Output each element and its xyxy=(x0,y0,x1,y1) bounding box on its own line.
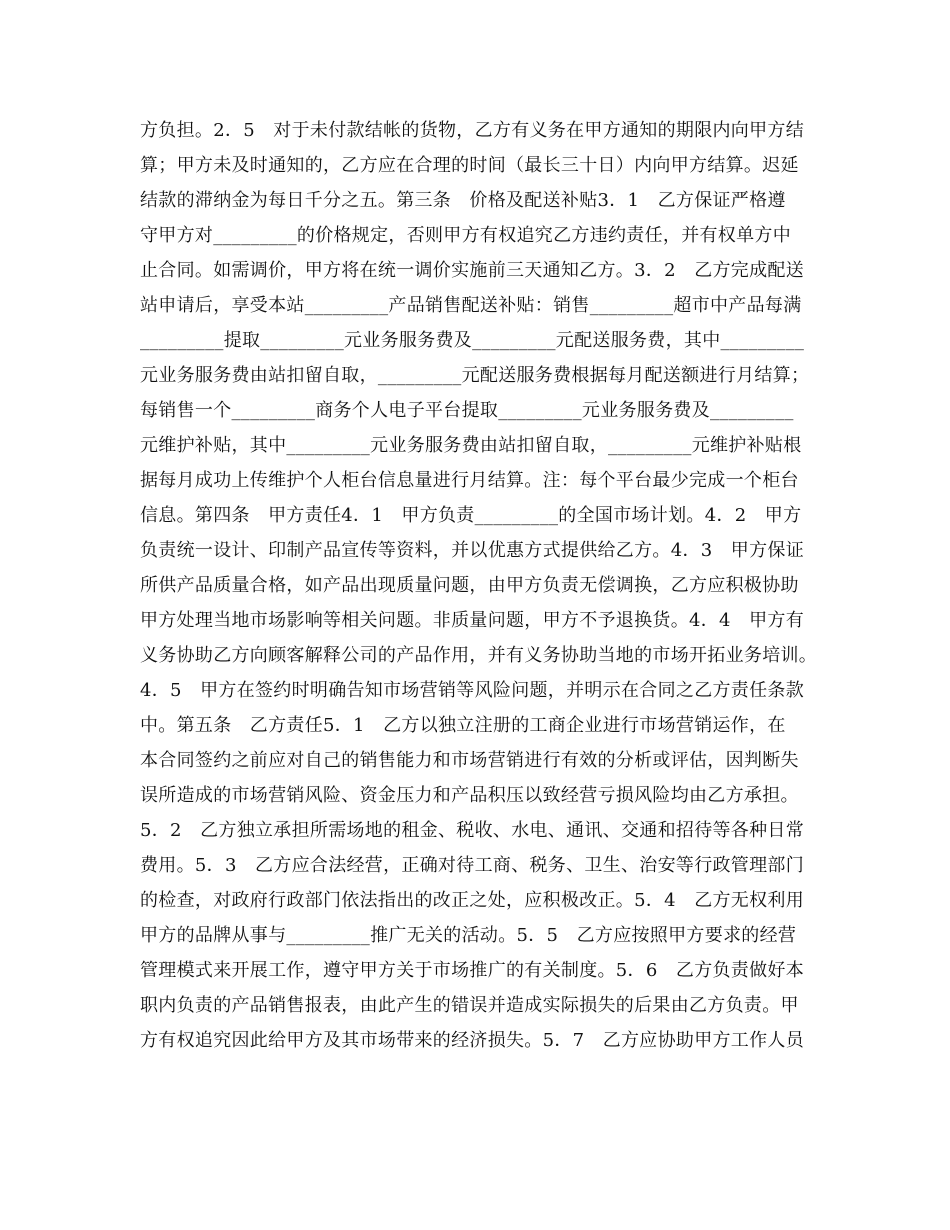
text-line: 误所造成的市场营销风险、资金压力和产品积压以致经营亏损风险均由乙方承担。 xyxy=(140,785,799,806)
text-line: 每销售一个_________商务个人电子平台提取_________元业务服务费及_________ xyxy=(140,400,794,421)
text-line: 本合同签约之前应对自己的销售能力和市场营销进行有效的分析或评估，因判断失 xyxy=(140,750,799,771)
text-line: 义务协助乙方向顾客解释公司的产品作用，并有义务协助当地的市场开拓业务培训。 xyxy=(140,645,818,666)
text-line: 管理模式来开展工作，遵守甲方关于市场推广的有关制度。5．6 乙方负责做好本 xyxy=(140,960,805,981)
text-line: 止合同。如需调价，甲方将在统一调价实施前三天通知乙方。3．2 乙方完成配送 xyxy=(140,260,805,281)
text-line: 中。第五条 乙方责任5．1 乙方以独立注册的工商企业进行市场营销运作，在 xyxy=(140,715,786,736)
text-line: 5．2 乙方独立承担所需场地的租金、税收、水电、通讯、交通和招待等各种日常 xyxy=(140,820,805,841)
text-line: 甲方处理当地市场影响等相关问题。非质量问题，甲方不予退换货。4．4 甲方有 xyxy=(140,610,805,631)
text-line: 甲方的品牌从事与_________推广无关的活动。5．5 乙方应按照甲方要求的经营 xyxy=(140,925,797,946)
text-line: 所供产品质量合格，如产品出现质量问题，由甲方负责无偿调换，乙方应积极协助 xyxy=(140,575,799,596)
text-line: 费用。5．3 乙方应合法经营，正确对待工商、税务、卫生、治安等行政管理部门 xyxy=(140,855,805,876)
text-line: 职内负责的产品销售报表，由此产生的错误并造成实际损失的后果由乙方负责。甲 xyxy=(140,995,799,1016)
contract-body-text xyxy=(140,113,840,1058)
text-line: 信息。第四条 甲方责任4．1 甲方负责_________的全国市场计划。4．2 甲方 xyxy=(140,505,802,526)
text-line: _________提取_________元业务服务费及_________元配送服务费，其中_________ xyxy=(140,330,805,351)
text-line: 元维护补贴，其中_________元业务服务费由站扣留自取，_________元维护补贴根 xyxy=(140,435,802,456)
text-line: 方负担。2．5 对于未付款结帐的货物，乙方有义务在甲方通知的期限内向甲方结 xyxy=(140,120,805,141)
text-line: 站申请后，享受本站_________产品销售配送补贴：销售_________超市中产品每满 xyxy=(140,295,802,316)
text-line: 的检查，对政府行政部门依法指出的改正之处，应积极改正。5．4 乙方无权利用 xyxy=(140,890,805,911)
text-line: 方有权追究因此给甲方及其市场带来的经济损失。5．7 乙方应协助甲方工作人员 xyxy=(140,1030,805,1051)
text-line: 负责统一设计、印制产品宣传等资料，并以优惠方式提供给乙方。4．3 甲方保证 xyxy=(140,540,805,561)
text-line: 据每月成功上传维护个人柜台信息量进行月结算。注：每个平台最少完成一个柜台 xyxy=(140,470,799,491)
text-line: 元业务服务费由站扣留自取，_________元配送服务费根据每月配送额进行月结算； xyxy=(140,365,810,386)
text-line: 结款的滞纳金为每日千分之五。第三条 价格及配送补贴3．1 乙方保证严格遵 xyxy=(140,190,786,211)
text-line: 守甲方对_________的价格规定，否则甲方有权追究乙方违约责任，并有权单方中 xyxy=(140,225,791,246)
text-line: 4．5 甲方在签约时明确告知市场营销等风险问题，并明示在合同之乙方责任条款 xyxy=(140,680,805,701)
text-line: 算；甲方未及时通知的，乙方应在合理的时间（最长三十日）内向甲方结算。迟延 xyxy=(140,155,799,176)
